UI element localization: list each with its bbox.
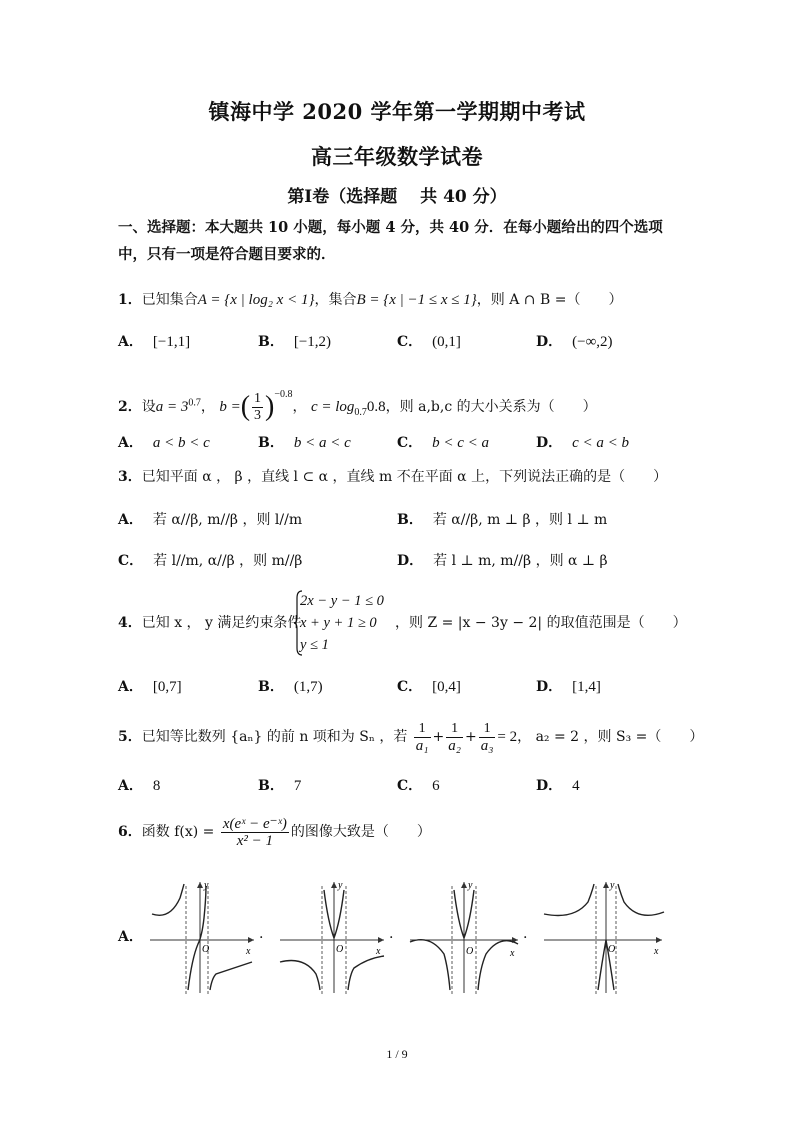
option-label: A． bbox=[118, 679, 143, 695]
question-number: 6． bbox=[118, 824, 142, 840]
expr-c-base: 0.7 bbox=[354, 406, 367, 418]
graph-option-c bbox=[406, 878, 522, 996]
option-value: 若 l//m, α//β ，则 m//β bbox=[153, 553, 303, 569]
option-label: C． bbox=[118, 553, 144, 569]
option-a bbox=[118, 509, 302, 529]
option-a bbox=[118, 775, 160, 795]
option-label: D． bbox=[536, 435, 563, 451]
x-axis-arrow-icon bbox=[248, 937, 254, 943]
curve bbox=[544, 884, 594, 916]
option-d bbox=[536, 432, 629, 452]
question-5: 5．已知等比数列 {aₙ} 的前 n 项和为 Sₙ ，若 $\frac{1}{\text{a₁}}$ + $\frac{1}{\text{a₂}}$ + $\frac{1}{\text{a₃}}$ = 2， a₂ = 2 ，则 S₃ =（ ） bbox=[118, 720, 704, 754]
option-c bbox=[397, 432, 489, 452]
option-value: 若 α//β, m ⊥ β ，则 l ⊥ m bbox=[432, 512, 608, 528]
option-c bbox=[397, 676, 461, 696]
fraction-den: a₂ bbox=[448, 737, 461, 754]
set-a: A = {x | log₂ x < 1} bbox=[197, 292, 315, 308]
option-value: 6 bbox=[432, 778, 440, 794]
origin-label: O bbox=[202, 944, 210, 955]
option-value: 8 bbox=[152, 778, 161, 794]
question-number: 1． bbox=[118, 292, 142, 308]
expr-a: a = 3 bbox=[155, 399, 189, 415]
expr-a-exponent: 0.7 bbox=[188, 397, 201, 409]
option-label: B． bbox=[258, 334, 284, 350]
graph-option-a bbox=[146, 878, 258, 996]
constraint-line: x + y + 1 ≥ 0 bbox=[300, 615, 377, 631]
option-a bbox=[118, 432, 210, 452]
question-text: ， a₂ = 2 ，则 S₃ =（ ） bbox=[517, 729, 704, 745]
option-value: 7 bbox=[293, 778, 302, 794]
question-number: 3． bbox=[118, 469, 142, 485]
separator-dot: . bbox=[389, 926, 394, 942]
expr-b: b = bbox=[219, 399, 241, 415]
option-label: D． bbox=[397, 553, 424, 569]
set-b: B = {x | −1 ≤ x ≤ 1} bbox=[356, 292, 477, 308]
option-label: A． bbox=[118, 512, 143, 528]
option-label: B． bbox=[258, 778, 284, 794]
section-instruction: 一、选择题：本大题共 10 小题，每小题 4 分，共 40 分．在每小题给出的四个选项中，只有一项是符合题目要求的． bbox=[118, 219, 663, 263]
separator bbox=[389, 926, 393, 942]
expr-b-exponent: −0.8 bbox=[274, 389, 293, 400]
question-number: 4． bbox=[118, 615, 142, 631]
y-label: y bbox=[468, 880, 473, 891]
question-text: 的图像大致是（ ） bbox=[290, 824, 431, 840]
option-d bbox=[397, 550, 608, 570]
curve bbox=[410, 940, 450, 990]
fraction-num: 1 bbox=[414, 721, 431, 738]
option-value: 若 l ⊥ m, m//β ，则 α ⊥ β bbox=[433, 553, 608, 569]
option-label: B． bbox=[397, 512, 423, 528]
question-text: 已知等比数列 {aₙ} 的前 n 项和为 Sₙ ，若 bbox=[141, 729, 408, 745]
x-label: x bbox=[510, 948, 515, 959]
x-label: x bbox=[376, 946, 381, 957]
option-b bbox=[397, 509, 607, 529]
question-4 bbox=[118, 612, 301, 634]
option-c bbox=[397, 775, 440, 795]
fraction-num: 1 bbox=[446, 721, 463, 738]
question-text: ，集合 bbox=[314, 292, 357, 308]
section-heading: 第Ⅰ卷（选择题 共 40 分） bbox=[287, 187, 507, 207]
origin-label: O bbox=[608, 944, 616, 955]
fraction-den: 3 bbox=[254, 407, 262, 423]
question-text: 设 bbox=[141, 399, 156, 415]
option-label: D． bbox=[536, 334, 563, 350]
origin-label: O bbox=[466, 946, 474, 957]
paren-left: ( bbox=[240, 391, 251, 422]
option-b bbox=[258, 432, 351, 452]
fraction bbox=[252, 391, 263, 424]
option-value: (−∞,2) bbox=[572, 334, 613, 350]
option-c bbox=[397, 331, 461, 351]
option-label: C． bbox=[397, 679, 423, 695]
question-text: 已知平面 α ， β ，直线 l ⊂ α ，直线 m 不在平面 α 上，下列说法正确的是（ ） bbox=[141, 469, 668, 485]
fraction bbox=[479, 721, 496, 754]
expr-c: c = log bbox=[310, 399, 355, 415]
x-label: x bbox=[246, 946, 251, 957]
curve bbox=[348, 956, 384, 990]
question-text: ，则 A ∩ B =（ ） bbox=[476, 292, 623, 308]
separator-dot: . bbox=[523, 926, 528, 942]
question-2: 2．设$a = 3^{0.7}$， b =( $\frac{1}{3}$ )$^{-0.8}$， $c = \log_{0.7}0.8$，则 a,b,c 的大小关系为（ ） bbox=[118, 389, 597, 423]
separator-dot: . bbox=[259, 926, 264, 942]
fraction-num: 1 bbox=[479, 721, 496, 738]
x-label: x bbox=[654, 946, 659, 957]
exam-subtitle: 高三年级数学试卷 bbox=[311, 144, 483, 169]
option-label: D． bbox=[536, 778, 563, 794]
option-value: [0,7] bbox=[152, 679, 182, 695]
option-label: C． bbox=[397, 435, 423, 451]
fraction-den: x² − 1 bbox=[236, 832, 273, 849]
option-label: A． bbox=[118, 929, 143, 945]
page-number: 1 / 9 bbox=[386, 1047, 408, 1061]
option-a bbox=[118, 676, 182, 696]
option-value: (1,7) bbox=[293, 679, 323, 695]
graph-option-d bbox=[540, 878, 666, 996]
option-value: 4 bbox=[572, 778, 580, 794]
option-c bbox=[118, 550, 302, 570]
fraction-num: x(eˣ − e⁻ˣ) bbox=[222, 815, 287, 832]
equation-rhs: = 2 bbox=[497, 729, 518, 745]
curve bbox=[210, 962, 252, 990]
option-d bbox=[536, 331, 613, 351]
option-label: A． bbox=[118, 435, 143, 451]
option-value: [−1,1] bbox=[152, 334, 191, 350]
fraction bbox=[414, 721, 431, 754]
question-text: 已知集合 bbox=[141, 292, 198, 308]
fraction bbox=[446, 721, 463, 754]
option-label: D． bbox=[536, 679, 563, 695]
option-d bbox=[536, 676, 601, 696]
origin-label: O bbox=[336, 944, 344, 955]
question-text: ，则 Z = |x − 3y − 2| 的取值范围是（ ） bbox=[395, 615, 687, 631]
graph-option-b bbox=[276, 878, 388, 996]
separator bbox=[523, 926, 527, 942]
question-3 bbox=[118, 466, 667, 488]
question-4-tail bbox=[395, 612, 687, 634]
option-value: 若 α//β, m//β ，则 l//m bbox=[152, 512, 303, 528]
separator bbox=[259, 926, 263, 942]
question-6 bbox=[118, 814, 431, 850]
fraction-num: 1 bbox=[254, 390, 262, 406]
constraint-system bbox=[300, 590, 384, 656]
fraction-den: a₃ bbox=[480, 737, 494, 754]
constraint-line: 2x − y − 1 ≤ 0 bbox=[300, 593, 384, 609]
y-axis-arrow-icon bbox=[331, 882, 337, 888]
question-number: 5． bbox=[118, 729, 142, 745]
option-label: A． bbox=[118, 778, 143, 794]
option-label: B． bbox=[258, 679, 284, 695]
option-value: a < b < c bbox=[152, 435, 210, 451]
option-value: [−1,2) bbox=[293, 334, 332, 350]
curve bbox=[152, 884, 184, 915]
option-value: b < a < c bbox=[293, 435, 351, 451]
option-label: A． bbox=[118, 334, 143, 350]
option-label: C． bbox=[397, 778, 423, 794]
y-label: y bbox=[338, 880, 343, 891]
option-value: [1,4] bbox=[572, 679, 601, 695]
y-axis-arrow-icon bbox=[197, 882, 203, 888]
option-d bbox=[536, 775, 580, 795]
y-label: y bbox=[610, 880, 615, 891]
y-axis-arrow-icon bbox=[461, 882, 467, 888]
exam-title: 镇海中学 2020 学年第一学期期中考试 bbox=[208, 99, 586, 124]
expr-c-arg: 0.8 bbox=[366, 399, 386, 415]
curve bbox=[188, 886, 206, 990]
option-value: b < c < a bbox=[432, 435, 490, 451]
option-value: c < a < b bbox=[572, 435, 630, 451]
y-label: y bbox=[204, 880, 209, 891]
constraint-line: y ≤ 1 bbox=[300, 637, 329, 653]
option-label: C． bbox=[397, 334, 423, 350]
x-axis-arrow-icon bbox=[378, 937, 384, 943]
question-1 bbox=[118, 289, 622, 311]
question-text: ，则 a,b,c 的大小关系为（ ） bbox=[385, 399, 597, 415]
paren-right: ) bbox=[265, 391, 275, 422]
fraction-den: a₁ bbox=[415, 737, 429, 754]
option-value: (0,1] bbox=[432, 334, 461, 350]
option-a bbox=[118, 331, 190, 351]
curve bbox=[280, 961, 320, 991]
curve bbox=[618, 884, 664, 915]
option-value: [0,4] bbox=[432, 679, 461, 695]
option-b bbox=[258, 775, 301, 795]
fraction bbox=[221, 816, 289, 849]
question-text: 已知 x ， y 满足约束条件 bbox=[141, 615, 302, 631]
question-text: 函数 f(x) = bbox=[141, 824, 215, 840]
y-axis-arrow-icon bbox=[603, 882, 609, 888]
option-label: B． bbox=[258, 435, 284, 451]
option-b bbox=[258, 331, 331, 351]
question-number: 2． bbox=[118, 399, 142, 415]
option-b bbox=[258, 676, 323, 696]
x-axis-arrow-icon bbox=[656, 937, 662, 943]
